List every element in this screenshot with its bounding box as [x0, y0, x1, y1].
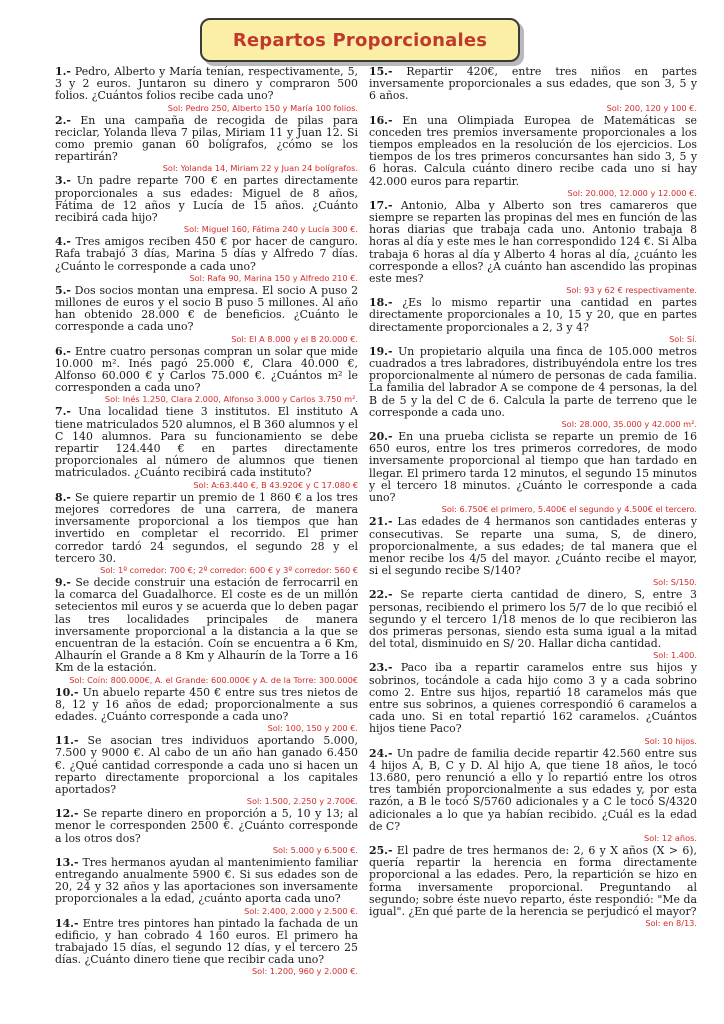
solution-text: Sol: 1º corredor: 700 €; 2º corredor: 600 € y 3º corredor: 560 € [100, 564, 358, 575]
problem-item [369, 346, 697, 430]
solution-text: Sol: 12 años. [644, 832, 697, 843]
solution-text: Sol: 1.200, 960 y 2.000 €. [251, 966, 358, 977]
problem-item [55, 577, 358, 686]
problem-item [369, 662, 697, 746]
problem-text: Dos socios montan una empresa. El socio A puso 2 millones de euros y el socio B puso 5 millones. Al año han obtenido 28.000 € de beneficios. ¿Cuánto le corresponde a cada uno? [55, 283, 358, 334]
problem-text: Se asocian tres individuos aportando 5.000, 7.500 y 9000 €. Al cabo de un año han ganado 6.450 €. ¿Qué cantidad corresponde a cada uno si hacen un reparto directamente proporcional a los capitales aportados? [55, 734, 358, 796]
problem-statement [369, 431, 697, 504]
problem-statement [369, 748, 697, 833]
problem-number: 10.- [55, 685, 79, 699]
problem-statement [369, 200, 697, 285]
problem-number: 12.- [55, 807, 79, 821]
problem-number: 4.- [55, 235, 71, 249]
problem-statement [55, 577, 358, 675]
solution-text: Sol: Pedro 250, Alberto 150 y María 100 folios. [167, 102, 358, 113]
problem-number: 2.- [55, 113, 71, 127]
problem-item [369, 516, 697, 588]
problem-statement [369, 346, 697, 419]
problem-item [55, 115, 358, 175]
solution-text: Sol: Miguel 160, Fátima 240 y Lucía 300 €. [183, 224, 358, 235]
problem-item [55, 285, 358, 345]
problem-item [55, 735, 358, 807]
right-column [369, 66, 697, 930]
problem-number: 20.- [369, 430, 393, 444]
problem-statement [55, 918, 358, 967]
problem-item [369, 200, 697, 296]
problem-number: 23.- [369, 661, 393, 675]
solution-text: Sol: Rafa 90, Marina 150 y Alfredo 210 €. [189, 272, 358, 283]
left-column [55, 66, 358, 978]
solution-text: Sol: Coín: 800.000€, A. el Grande: 600.000€ y A. de la Torre: 300.000€ [69, 674, 358, 685]
problem-statement [369, 516, 697, 577]
problem-item [55, 857, 358, 917]
problem-item [369, 589, 697, 661]
problem-item [55, 918, 358, 978]
problem-number: 6.- [55, 344, 71, 358]
problem-number: 15.- [369, 65, 393, 78]
problem-number: 22.- [369, 588, 393, 602]
problem-text: Paco iba a repartir caramelos entre sus hijos y sobrinos, tocándole a cada hijo como 3 y a cada sobrino como 2. Entre sus hijos, repartió 18 caramelos más que entre sus sobrinos, a quienes correspondió 6 caramelos a cada uno. Si en total repartió 162 caramelos. ¿Cuántos hijos tiene Paco? [369, 661, 697, 736]
problem-item [369, 748, 697, 844]
problem-statement [55, 687, 358, 724]
problem-text: Entre cuatro personas compran un solar que mide 10.000 m². Inés pagó 25.000 €, Clara 40.000 €, Alfonso 60.000 € y Carlos 75.000 €. ¿Cuántos m² le corresponden a cada uno? [55, 344, 358, 395]
problem-number: 11.- [55, 734, 79, 748]
title-banner [200, 18, 520, 62]
solution-text: Sol: Inés 1.250, Clara 2.000, Alfonso 3.000 y Carlos 3.750 m². [104, 394, 358, 405]
problem-number: 14.- [55, 916, 79, 930]
problem-statement [369, 662, 697, 735]
problem-statement [55, 808, 358, 845]
problem-text: En una Olimpiada Europea de Matemáticas se conceden tres premios inversamente proporcionales a los tiempos empleados en la resolución de los ejercicios. Los tiempos de los tres primeros concursantes han sido 3, 5 y 6 horas. Calcula cuánto dinero recibe cada uno si hay 42.000 euros para repartir. [369, 113, 697, 188]
problem-text: Un padre reparte 700 € en partes directamente proporcionales a sus edades: Miguel de 8 años, Fátima de 12 años y Lucía de 15 años. ¿Cuánto recibirá cada hijo? [55, 174, 358, 225]
problem-number: 24.- [369, 746, 393, 760]
problem-text: En una prueba ciclista se reparte un premio de 16 650 euros, entre los tres primeros corredores, de modo inversamente proporcional al tiempo que han tardado en llegar. El primero tarda 12 minutos, el segundo 15 minutos y el tercero 18 minutos. ¿Cuánto le corresponde a cada uno? [369, 430, 697, 505]
problem-item [55, 236, 358, 284]
problem-text: El padre de tres hermanos de: 2, 6 y X años (X > 6), quería repartir la herencia en forma directamente proporcional a las edades. Pero, la repartición se hizo en forma inversamente proporcional. Preguntando al segundo; sobre éste nuevo reparto, éste respondió: "Me da igual". ¿En qué parte de la herencia se perjudicó el mayor? [369, 843, 697, 918]
problem-item [55, 66, 358, 114]
problem-number: 1.- [55, 65, 71, 78]
solution-text: Sol: 6.750€ el primero, 5.400€ el segundo y 4.500€ el tercero. [441, 504, 697, 515]
problem-statement [369, 115, 697, 188]
problem-text: Entre tres pintores han pintado la fachada de un edificio, y han cobrado 4 160 euros. El primero ha trabajado 15 días, el segundo 12 días, y el tercero 25 días. ¿Cuánto dinero tiene que recibir cada uno? [55, 916, 358, 967]
problem-number: 25.- [369, 843, 393, 857]
problem-item [369, 297, 697, 345]
problem-text: Se decide construir una estación de ferrocarril en la comarca del Guadalhorce. El coste es de un millón setecientos mil euros y se acuerda que lo deben pagar las tres localidades principales de manera inversamente proporcional a la distancia a la que se encuentran de la estación. Coín se encuentra a 6 Km, Alhaurín el Grande a 8 Km y Alhaurín de la Torre a 16 Km de la estación. [55, 575, 358, 675]
solution-text: Sol: 28.000, 35.000 y 42.000 m². [561, 419, 697, 430]
problem-statement [55, 115, 358, 164]
problem-item [369, 845, 697, 929]
problem-text: Se reparte cierta cantidad de dinero, S, entre 3 personas, recibiendo el primero los 5/7 de lo que recibió el segundo y el tercero 1/18 menos de lo que recibieron las dos primeras personas, siendo esta suma igual a la mitad del total, disminuido en S/ 20. Hallar dicha cantidad. [369, 588, 697, 651]
problem-number: 16.- [369, 113, 393, 127]
problem-statement [55, 175, 358, 224]
problem-statement [55, 285, 358, 334]
page-title: Repartos Proporcionales [232, 29, 488, 51]
solution-text: Sol: 1.500, 2.250 y 2.700€. [246, 796, 358, 807]
problem-text: ¿Es lo mismo repartir una cantidad en partes directamente proporcionales a 10, 15 y 20, que en partes directamente proporcionales a 2, 3 y 4? [369, 296, 697, 334]
solution-text: Sol: A:63.440 €, B 43.920€ y C 17.080 € [193, 479, 358, 490]
problem-text: En una campaña de recogida de pilas para reciclar, Yolanda lleva 7 pilas, Miriam 11 y Juan 12. Si como premio ganan 60 bolígrafos, ¿cómo se los repartirán? [55, 113, 358, 164]
problem-item [55, 492, 358, 576]
solution-text: Sol: 20.000, 12.000 y 12.000 €. [567, 187, 697, 198]
solution-text: Sol: 5.000 y 6.500 €. [272, 844, 358, 855]
problem-item [369, 66, 697, 114]
problem-text: Tres amigos reciben 450 € por hacer de canguro. Rafa trabajó 3 días, Marina 5 días y Alfredo 7 días. ¿Cuánto le corresponde a cada uno? [55, 235, 358, 273]
problem-text: Se reparte dinero en proporción a 5, 10 y 13; al menor le corresponden 2500 €. ¿Cuánto corresponde a los otros dos? [55, 807, 358, 845]
problem-number: 17.- [369, 198, 393, 212]
problem-text: Se quiere repartir un premio de 1 860 € a los tres mejores corredores de una carrera, de manera inversamente proporcional a los tiempos que han invertido en completar el recorrido. El primer corredor tardó 24 segundos, el segundo 28 y el tercero 30. [55, 490, 358, 565]
problem-statement [369, 66, 697, 103]
solution-text: Sol: Yolanda 14, Miriam 22 y Juan 24 bolígrafos. [162, 163, 358, 174]
problem-text: Un abuelo reparte 450 € entre sus tres nietos de 8, 12 y 16 años de edad; proporcionalmente a sus edades. ¿Cuánto corresponde a cada uno? [55, 685, 358, 723]
problem-number: 9.- [55, 575, 71, 589]
solution-text: Sol: 1.400. [653, 650, 697, 661]
problem-statement [55, 492, 358, 565]
problem-text: Un propietario alquila una finca de 105.000 metros cuadrados a tres labradores, distribuyéndola entre los tres proporcionalmente al número de personas de cada familia. La familia del labrador A se compone de 4 personas, la del B de 5 y la del C de 6. Calcula la parte de terreno que le corresponde a cada uno. [369, 344, 697, 419]
problem-item [55, 808, 358, 856]
problem-statement [369, 297, 697, 334]
solution-text: Sol: Sí. [669, 333, 697, 344]
problem-text: Un padre de familia decide repartir 42.560 entre sus 4 hijos A, B, C y D. Al hijo A, que tiene 18 años, le tocó 13.680, pero renunció a ello y lo repartió entre los otros tres también proporcionalmente a sus edades y, por esta razón, a B le tocó S/5760 adicionales y a C le tocó S/4320 adicionales a lo que ya habían recibido. ¿Cuál es la edad de C? [369, 746, 697, 833]
problem-item [55, 406, 358, 490]
problem-text: Tres hermanos ayudan al mantenimiento familiar entregando anualmente 5900 €. Si sus edades son de 20, 24 y 32 años y las aportaciones son inversamente proporcionales a la edad, ¿cuánto aporta cada uno? [55, 855, 358, 906]
problem-statement [55, 346, 358, 395]
problem-statement [369, 845, 697, 918]
problem-number: 3.- [55, 174, 71, 188]
problem-text: Antonio, Alba y Alberto son tres camareros que siempre se reparten las propinas del mes en función de las horas diarias que trabaja cada uno. Antonio trabaja 8 horas al día y este mes le han correspondido 124 €. Si Alba trabaja 6 horas al día y Alberto 4 horas al día, ¿cuánto les corresponde a ellos? ¿A cuánto han ascendido las propinas este mes? [369, 198, 697, 286]
problem-item [55, 175, 358, 235]
solution-text: Sol: en 8/13. [645, 918, 697, 929]
problem-statement [55, 406, 358, 479]
problem-item [369, 431, 697, 515]
solution-text: Sol: El A 8.000 y el B 20.000 €. [231, 333, 358, 344]
problem-number: 5.- [55, 283, 71, 297]
solution-text: Sol: S/150. [652, 577, 697, 588]
problem-number: 19.- [369, 344, 393, 358]
problem-statement [369, 589, 697, 650]
problem-text: Una localidad tiene 3 institutos. El instituto A tiene matriculados 520 alumnos, el B 360 alumnos y el C 140 alumnos. Para su funcionamiento se debe repartir 124.440 € en partes directamente proporcionales al número de alumnos que tienen matriculados. ¿Cuánto recibirá cada instituto? [55, 405, 359, 480]
problem-statement [55, 236, 358, 273]
solution-text: Sol: 200, 120 y 100 €. [606, 102, 697, 113]
problem-number: 8.- [55, 490, 71, 504]
problem-statement [55, 857, 358, 906]
problem-number: 21.- [369, 515, 393, 529]
problem-statement [55, 735, 358, 796]
problem-text: Las edades de 4 hermanos son cantidades enteras y consecutivas. Se reparte una suma, S, de dinero, proporcionalmente, a sus edades; de tal manera que el menor recibe los 4/5 del mayor. ¿Cuánto recibe el mayor, si el segundo recibe S/140? [369, 515, 697, 578]
problem-text: Repartir 420€, entre tres niños en partes inversamente proporcionales a sus edades, que son 3, 5 y 6 años. [369, 65, 697, 103]
problem-item [55, 687, 358, 735]
problem-number: 7.- [55, 405, 71, 419]
solution-text: Sol: 93 y 62 € respectivamente. [566, 285, 697, 296]
problem-item [55, 346, 358, 406]
solution-text: Sol: 100, 150 y 200 €. [267, 723, 358, 734]
solution-text: Sol: 2.400, 2.000 y 2.500 €. [244, 905, 358, 916]
problem-statement [55, 66, 358, 103]
problem-item [369, 115, 697, 199]
problem-number: 13.- [55, 855, 79, 869]
solution-text: Sol: 10 hijos. [644, 735, 697, 746]
problem-text: Pedro, Alberto y María tenían, respectivamente, 5, 3 y 2 euros. Juntaron su dinero y compraron 500 folios. ¿Cuántos folios recibe cada uno? [55, 65, 358, 103]
problem-number: 18.- [369, 296, 393, 310]
